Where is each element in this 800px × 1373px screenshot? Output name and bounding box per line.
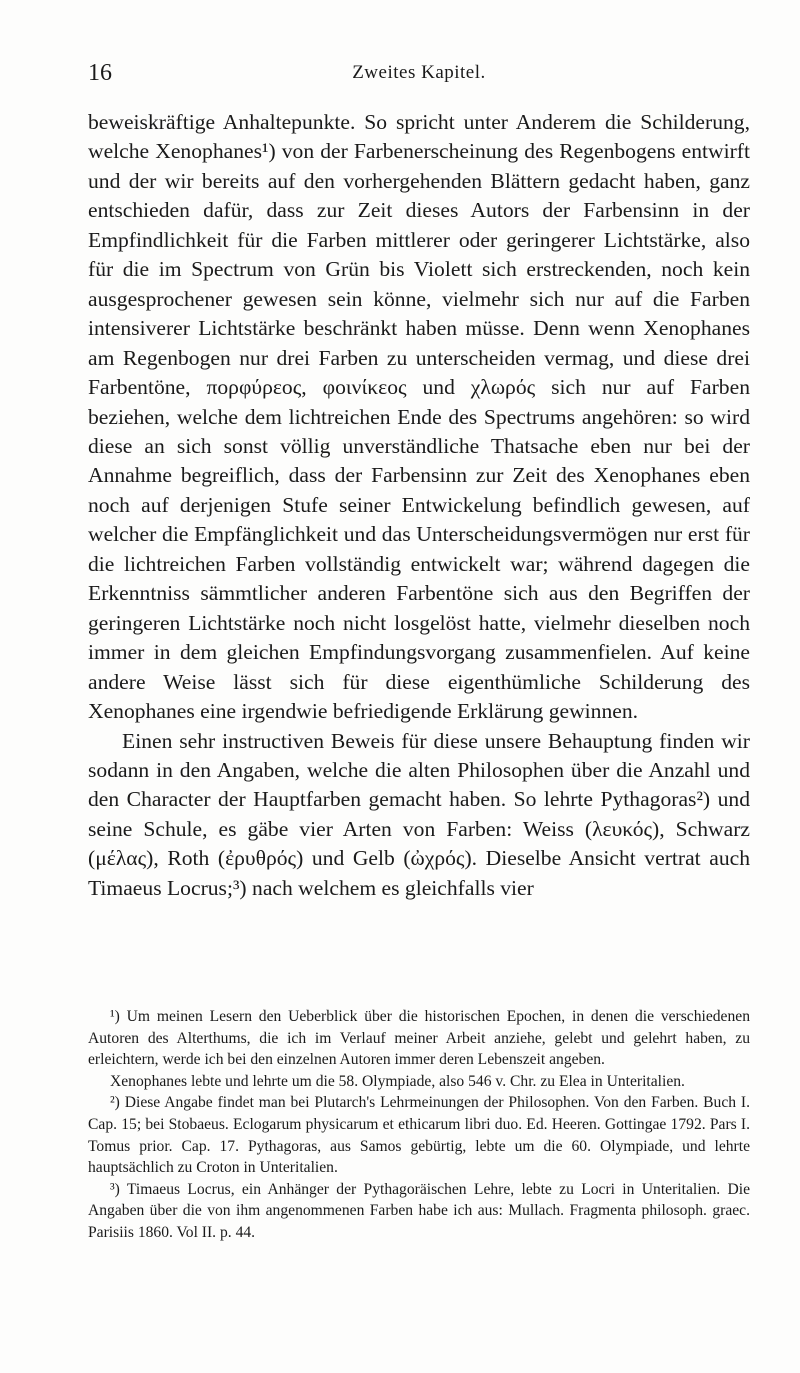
footnote: Xenophanes lebte und lehrte um die 58. Olympiade, also 546 v. Chr. zu Elea in Unteritalien.: [110, 1072, 685, 1090]
footnote: ³) Timaeus Locrus, ein Anhänger der Pythagoräischen Lehre, lebte zu Locri in Unteritalien. Die Angaben über die von ihm angenommenen Farben habe ich aus: Mullach. Fragmenta philosoph. graec. Parisiis 1860. Vol II. p. 44.: [88, 1180, 750, 1241]
paragraph: Einen sehr instructiven Beweis für diese unsere Behauptung finden wir sodann in den Angaben, welche die alten Philosophen über die Anzahl und den Character der Hauptfarben gemacht haben. So lehrte Pythagoras²) und seine Schule, es gäbe vier Arten von Farben: Weiss (λευκός), Schwarz (μέλας), Roth (ἐρυθρός) und Gelb (ὠχρός). Dieselbe Ansicht vertrat auch Timaeus Locrus;³) nach welchem es gleichfalls vier: [88, 728, 750, 900]
main-text: [88, 108, 750, 903]
page-number: 16: [88, 60, 112, 86]
footnote: ¹) Um meinen Lesern den Ueberblick über die historischen Epochen, in denen die verschiedenen Autoren des Alterthums, die ich im Verlauf meiner Arbeit anziehe, gelebt und gelehrt haben, zu erleichtern, werde ich bei den einzelnen Autoren immer deren Lebenszeit angeben.: [88, 1008, 750, 1069]
paragraph: beweiskräftige Anhaltepunkte. So spricht unter Anderem die Schilderung, welche Xenophanes¹) von der Farbenerscheinung des Regenbogens entwirft und der wir bereits auf den vorhergehenden Blättern gedacht haben, ganz entschieden dafür, dass zur Zeit dieses Autors der Farbensinn in der Empfindlichkeit für die Farben mittlerer oder geringerer Lichtstärke, also für die im Spectrum von Grün bis Violett sich erstreckenden, noch kein ausgesprochener gewesen sein könne, vielmehr sich nur auf die Farben intensiverer Lichtstärke beschränkt haben müsse. Denn wenn Xenophanes am Regenbogen nur drei Farben zu unterscheiden vermag, und diese drei Farbentöne, πορφύρεος, φοινίκεος und χλωρός sich nur auf Farben beziehen, welche dem lichtreichen Ende des Spectrums angehören: so wird diese an sich sonst völlig unverständliche Thatsache eben nur bei der Annahme begreiflich, dass der Farbensinn zur Zeit des Xenophanes eben noch auf derjenigen Stufe seiner Entwickelung befindlich gewesen, auf welcher die Empfänglichkeit und das Unterscheidungsvermögen nur erst für die lichtreichen Farben vollständig entwickelt war; während dagegen die Erkenntniss sämmtlicher anderen Farbentöne sich aus den Begriffen der geringeren Lichtstärke noch nicht losgelöst hatte, vielmehr dieselben noch immer in dem gleichen Empfindungsvorgang zusammenfielen. Auf keine andere Weise lässt sich für diese eigenthümliche Schilderung des Xenophanes eine irgendwie befriedigende Erklärung gewinnen.: [88, 110, 750, 724]
page-header: [88, 58, 750, 88]
footnotes: [88, 1006, 750, 1244]
running-head: Zweites Kapitel.: [352, 62, 486, 83]
footnote: ²) Diese Angabe findet man bei Plutarch's Lehrmeinungen der Philosophen. Von den Farben. Buch I. Cap. 15; bei Stobaeus. Eclogarum physicarum et ethicarum libri duo. Ed. Heeren. Gottingae 1792. Pars I. Tomus prior. Cap. 17. Pythagoras, aus Samos gebürtig, lebte um die 60. Olympiade, und lehrte hauptsächlich zu Croton in Unteritalien.: [88, 1094, 750, 1177]
